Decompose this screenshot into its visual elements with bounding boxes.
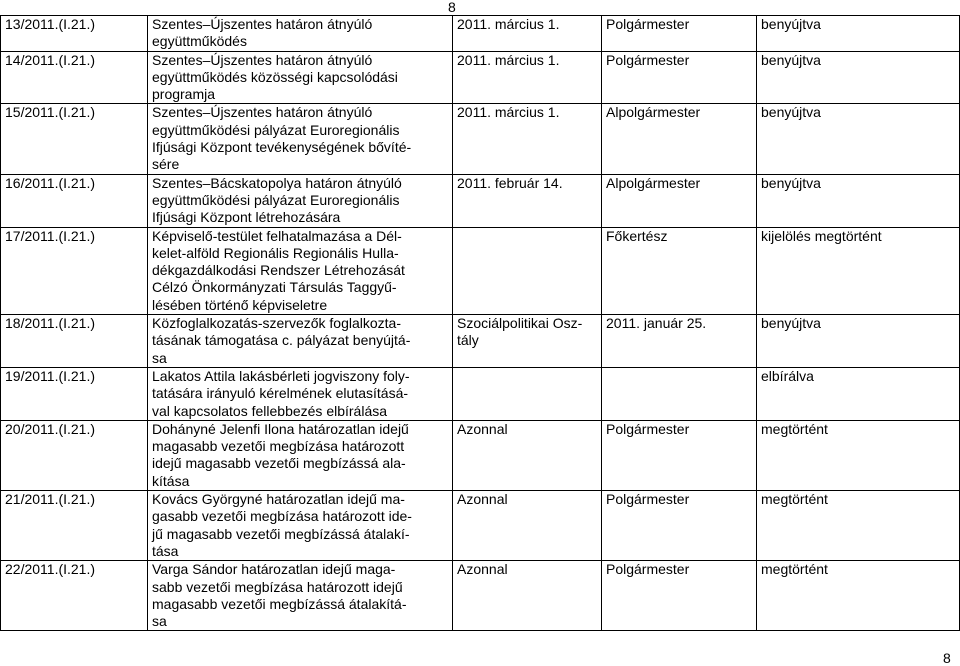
resolution-deadline <box>453 367 602 420</box>
resolution-responsible <box>602 491 757 561</box>
resolution-deadline-text: 2011. március 1. <box>457 51 560 68</box>
resolution-status-text: megtörtént <box>761 491 828 508</box>
resolution-subject <box>148 227 453 314</box>
resolution-subject-text: Képviselő-testület felhatalmazása a Dél- kelet-alföld Regionális Regionális Hulla- dékgazdálkodási Rendszer Létrehozását Célzó Önkormányzati Társulás Taggyű- lésében történő képviseletre <box>152 227 405 313</box>
resolution-responsible <box>602 174 757 227</box>
resolution-status <box>757 491 960 561</box>
resolution-responsible-text: Polgármester <box>606 420 690 437</box>
resolution-deadline-text: Azonnal <box>457 420 508 437</box>
resolution-responsible <box>602 561 757 631</box>
resolution-number <box>1 174 148 227</box>
resolution-status-text: kijelölés megtörtént <box>761 227 882 244</box>
resolution-deadline <box>453 174 602 227</box>
resolution-responsible <box>602 420 757 490</box>
resolution-subject-text: Szentes–Bácskatopolya határon átnyúló együttműködési pályázat Euroregionális Ifjúsági Központ létrehozására <box>152 174 402 226</box>
table-row <box>1 227 960 314</box>
resolution-subject-text: Közfoglalkozatás-szervezők foglalkozta- tásának támogatása c. pályázat benyújtá- sa <box>152 315 411 366</box>
resolution-subject <box>148 174 453 227</box>
resolution-subject-text: Szentes–Újszentes határon átnyúló együttműködés <box>152 16 373 50</box>
resolution-subject <box>148 561 453 631</box>
resolution-deadline <box>453 51 602 104</box>
resolution-number <box>1 16 148 52</box>
resolution-status <box>757 16 960 52</box>
resolution-deadline <box>453 16 602 52</box>
resolution-subject <box>148 104 453 174</box>
resolution-deadline-text: 2011. március 1. <box>457 16 560 32</box>
resolution-responsible-text: 2011. január 25. <box>606 315 707 332</box>
resolution-number-text: 18/2011.(I.21.) <box>5 315 96 332</box>
resolution-subject-text: Lakatos Attila lakásbérleti jogviszony foly- tatására irányuló kérelmének elutasításá- val kapcsolatos fellebbezés elbírálása <box>152 367 410 419</box>
resolution-subject <box>148 51 453 104</box>
resolution-responsible-text: Alpolgármester <box>606 104 701 121</box>
resolution-status <box>757 104 960 174</box>
resolution-responsible-text: Főkertész <box>606 227 668 244</box>
resolution-deadline <box>453 420 602 490</box>
resolution-status <box>757 315 960 368</box>
table-row <box>1 367 960 420</box>
resolution-responsible-text: Polgármester <box>606 561 690 578</box>
table-row <box>1 315 960 368</box>
resolution-deadline <box>453 561 602 631</box>
resolution-number <box>1 491 148 561</box>
resolution-status <box>757 420 960 490</box>
resolution-responsible-text: Polgármester <box>606 491 690 508</box>
resolution-responsible <box>602 104 757 174</box>
resolution-responsible-text: Polgármester <box>606 16 690 32</box>
page-number-top: 8 <box>448 0 456 15</box>
resolution-deadline-text: 2011. február 14. <box>457 174 563 191</box>
resolutions-table <box>0 15 960 631</box>
table-row <box>1 420 960 490</box>
resolution-status-text: megtörtént <box>761 420 828 437</box>
resolution-number-text: 21/2011.(I.21.) <box>5 491 96 508</box>
resolution-status-text: elbírálva <box>761 367 814 384</box>
resolution-status <box>757 174 960 227</box>
resolution-status <box>757 227 960 314</box>
resolution-status-text: benyújtva <box>761 16 821 32</box>
resolution-status <box>757 367 960 420</box>
resolution-status-text: benyújtva <box>761 104 821 121</box>
resolution-number <box>1 315 148 368</box>
resolution-number-text: 17/2011.(I.21.) <box>5 227 96 244</box>
resolution-responsible <box>602 227 757 314</box>
resolution-subject <box>148 16 453 52</box>
resolution-number-text: 13/2011.(I.21.) <box>5 16 96 32</box>
resolution-subject-text: Szentes–Újszentes határon átnyúló együttműködés közösségi kapcsolódási programja <box>152 51 398 103</box>
resolution-subject <box>148 367 453 420</box>
resolution-deadline <box>453 104 602 174</box>
table-row <box>1 561 960 631</box>
resolution-number-text: 22/2011.(I.21.) <box>5 561 96 578</box>
resolution-deadline-text: Azonnal <box>457 491 508 508</box>
resolution-responsible <box>602 51 757 104</box>
resolution-number-text: 14/2011.(I.21.) <box>5 51 96 68</box>
resolution-number-text: 19/2011.(I.21.) <box>5 367 96 384</box>
resolution-deadline <box>453 491 602 561</box>
resolution-subject <box>148 491 453 561</box>
table-row <box>1 174 960 227</box>
resolution-status-text: benyújtva <box>761 174 821 191</box>
resolution-responsible <box>602 315 757 368</box>
resolution-number-text: 15/2011.(I.21.) <box>5 104 96 121</box>
resolution-subject-text: Szentes–Újszentes határon átnyúló együttműködési pályázat Euroregionális Ifjúsági Központ tevékenységének bővíté- sére <box>152 104 412 173</box>
resolution-number-text: 16/2011.(I.21.) <box>5 174 96 191</box>
resolutions-table-body <box>1 16 960 631</box>
resolution-number <box>1 561 148 631</box>
page-number-bottom: 8 <box>943 650 951 666</box>
resolution-status <box>757 51 960 104</box>
resolution-status-text: benyújtva <box>761 315 821 332</box>
resolution-status <box>757 561 960 631</box>
resolution-responsible-text: Alpolgármester <box>606 174 701 191</box>
table-row <box>1 104 960 174</box>
resolution-deadline <box>453 315 602 368</box>
table-row <box>1 491 960 561</box>
resolution-number-text: 20/2011.(I.21.) <box>5 420 96 437</box>
resolution-deadline-text: Szociálpolitikai Osz- tály <box>457 315 583 349</box>
resolution-subject <box>148 315 453 368</box>
resolution-number <box>1 420 148 490</box>
table-row <box>1 51 960 104</box>
resolution-status-text: benyújtva <box>761 51 821 68</box>
resolution-responsible <box>602 367 757 420</box>
resolution-subject-text: Dohányné Jelenfi Ilona határozatlan idejű magasabb vezetői megbízása határozott idejű magasabb vezetői megbízássá ala- kítása <box>152 420 409 489</box>
resolution-subject-text: Varga Sándor határozatlan idejű maga- sabb vezetői megbízása határozott idejű magasabb vezetői megbízássá átalakítá- sa <box>152 561 407 630</box>
resolution-number <box>1 227 148 314</box>
resolution-deadline-text: Azonnal <box>457 561 508 578</box>
resolution-responsible <box>602 16 757 52</box>
resolution-number <box>1 104 148 174</box>
resolution-subject <box>148 420 453 490</box>
table-row <box>1 16 960 52</box>
resolution-number <box>1 367 148 420</box>
resolution-number <box>1 51 148 104</box>
resolution-responsible-text: Polgármester <box>606 51 690 68</box>
resolution-deadline-text: 2011. március 1. <box>457 104 560 121</box>
resolution-status-text: megtörtént <box>761 561 828 578</box>
resolution-deadline <box>453 227 602 314</box>
resolution-subject-text: Kovács Györgyné határozatlan idejű ma- gasabb vezetői megbízása határozott ide- jű magasabb vezetői megbízássá átalakí- tása <box>152 491 412 559</box>
